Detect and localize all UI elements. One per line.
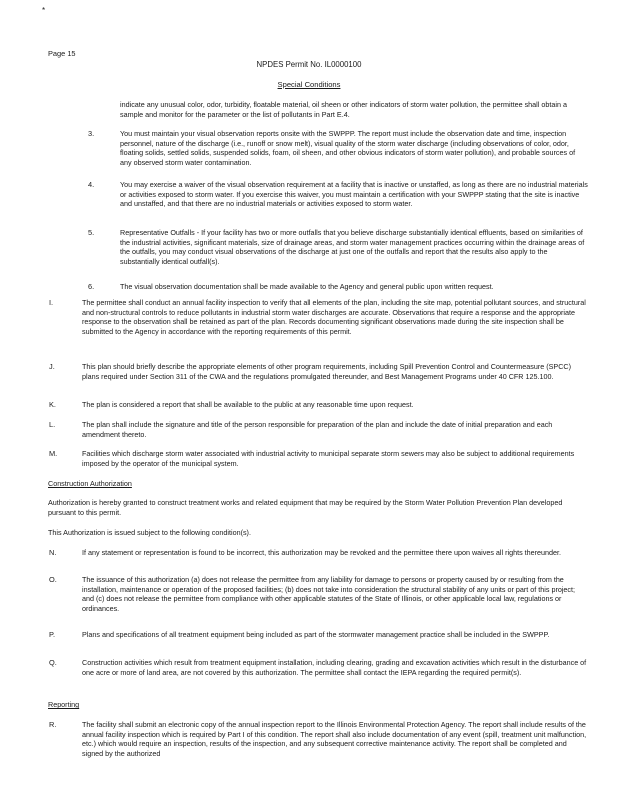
item-text: This plan should briefly describe the appropriate elements of other program requirements, including Spill Prevention Control and Countermeasure (SPCC) plans required under Section 311 of the CWA and the regulations promulgated thereunder, and Best Management Programs under 40 CFR 125.100. <box>82 362 571 381</box>
construction-paragraph: Authorization is hereby granted to construct treatment works and related equipment that may be required by the Storm Water Pollution Prevention Plan developed pursuant to this permit. <box>48 498 563 517</box>
section-title: Special Conditions <box>277 80 341 89</box>
item-letter: K. <box>49 400 56 409</box>
item-text: You may exercise a waiver of the visual observation requirement at a facility that is inactive or unstaffed, as long as there are no industrial materials or activities exposed to storm water. If you exercise this waiver, you must maintain a certification with your SWPPP stating that the site is inactive and unstaffed, and that there are no industrial materials or activities exposed to storm water. <box>120 180 588 209</box>
item-text: You must maintain your visual observation reports onsite with the SWPPP. The report must include the observation date and time, inspection personnel, nature of the discharge (i.e., runoff or snow melt), visual quality of the storm water discharge (including observations of color, odor, floating solids, settled solids, suspended solids, foam, oil sheen, and other obvious indicators of storm water pollution), and probable sources of any observed storm water contamination. <box>120 129 576 167</box>
item-letter: N. <box>49 548 57 557</box>
item-text: The facility shall submit an electronic copy of the annual inspection report to the Illinois Environmental Protection Agency. The report shall include results of the annual facility inspection which is required by Part I of this condition. The report shall also include documentation of any event (spill, treatment unit malfunction, etc.) which would require an inspection, results of the inspection, and any subsequent corrective maintenance activity. The report shall be completed and signed by the authorized <box>82 720 587 758</box>
item-number: 6. <box>88 282 95 291</box>
item-letter: Q. <box>49 658 57 667</box>
item-text: The permittee shall conduct an annual facility inspection to verify that all elements of the plan, including the site map, potential pollutant sources, and structural and non-structural controls to reduce pollutants in industrial storm water discharges are accurate. Observations that require a response and the appropriate response to the observation shall be retained as part of the plan. Records documenting significant observations made during the site inspection shall be submitted to the Agency in accordance with the reporting requirements of this permit. <box>82 298 586 336</box>
subject-line: This Authorization is issued subject to the following condition(s). <box>48 528 251 537</box>
item-text: The plan shall include the signature and title of the person responsible for preparation of the plan and include the date of initial preparation and each amendment thereto. <box>82 420 553 439</box>
item-text: The plan is considered a report that shall be available to the public at any reasonable time upon request. <box>82 400 414 409</box>
item-letter: R. <box>49 720 57 729</box>
construction-heading: Construction Authorization <box>48 479 132 488</box>
item-number: 4. <box>88 180 95 189</box>
scan-mark: * <box>42 6 46 15</box>
permit-title: NPDES Permit No. IL0000100 <box>256 60 362 69</box>
intro-paragraph: indicate any unusual color, odor, turbidity, floatable material, oil sheen or other indicators of storm water pollution, the permittee shall obtain a sample and monitor for the parameter or the list of pollutants in Part E.4. <box>120 100 567 119</box>
item-text: Facilities which discharge storm water associated with industrial activity to municipal separate storm sewers may also be subject to additional requirements imposed by the operator of the municipal system. <box>82 449 575 468</box>
item-letter: I. <box>49 298 54 307</box>
reporting-heading: Reporting <box>48 700 80 709</box>
item-number: 3. <box>88 129 95 138</box>
item-number: 5. <box>88 228 95 237</box>
item-letter: M. <box>49 449 58 458</box>
item-text: Plans and specifications of all treatment equipment being included as part of the stormwater management practice shall be included in the SWPPP. <box>82 630 550 639</box>
item-letter: O. <box>49 575 57 584</box>
item-text: Representative Outfalls - If your facility has two or more outfalls that you believe discharge substantially identical effluents, based on similarities of the industrial activities, significant materials, size of drainage areas, and storm water management practices occurring within the drainage areas of the outfalls, you may conduct visual observations of the discharge at just one of the outfalls and report that the results also apply to the substantially identical outfall(s). <box>120 228 585 266</box>
item-text: The issuance of this authorization (a) does not release the permittee from any liability for damage to persons or property caused by or resulting from the installation, maintenance or operation of the proposed facilities; (b) does not take into consideration the structural stability of any units or part of this project; and (c) does not release the permittee from compliance with other applicable statutes of the State of Illinois, or other applicable local law, regulations or ordinances. <box>82 575 576 613</box>
item-text: If any statement or representation is found to be incorrect, this authorization may be revoked and the permittee there upon waives all rights thereunder. <box>82 548 562 557</box>
item-text: Construction activities which result from treatment equipment installation, including clearing, grading and excavation activities which result in the disturbance of one acre or more of land area, are not covered by this authorization. The permittee shall contact the IEPA regarding the required permit(s). <box>82 658 587 677</box>
item-letter: J. <box>49 362 55 371</box>
page-number: Page 15 <box>48 49 76 58</box>
item-text: The visual observation documentation shall be made available to the Agency and general public upon written request. <box>120 282 494 291</box>
item-letter: P. <box>49 630 56 639</box>
item-letter: L. <box>49 420 56 429</box>
